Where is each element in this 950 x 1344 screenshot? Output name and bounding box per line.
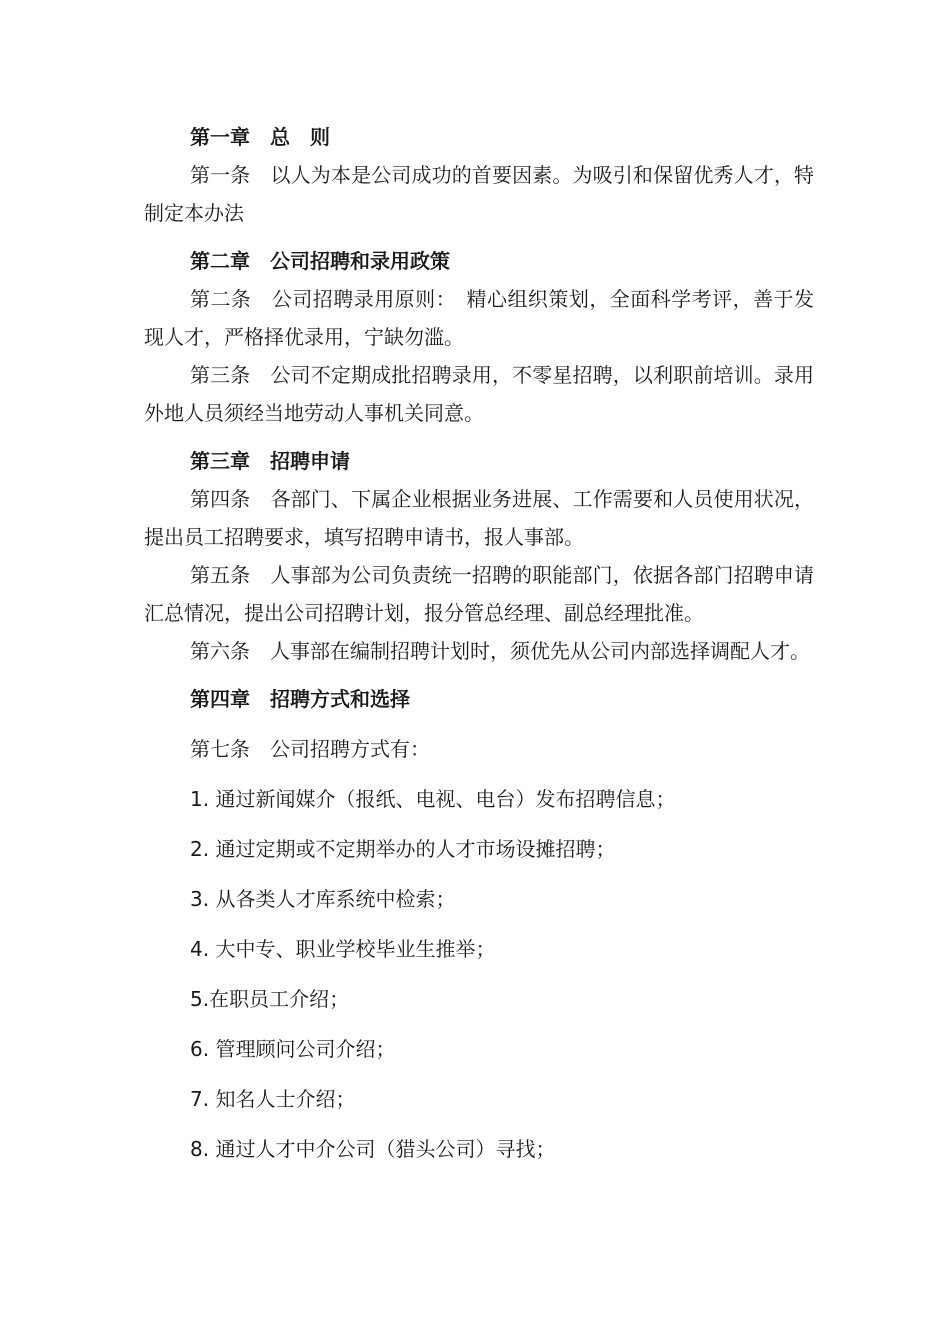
article-7: 第七条 公司招聘方式有： xyxy=(190,737,430,761)
article-5: 第五条 人事部为公司负责统一招聘的职能部门，依据各部门招聘申请汇总情况，提出公司招聘计划，报分管总经理、副总经理批准。 xyxy=(144,563,814,625)
chapter-4-heading: 第四章 招聘方式和选择 xyxy=(190,687,410,711)
list-item-number: 1. xyxy=(190,787,210,811)
list-item-text: 从各类人才库系统中检索； xyxy=(209,887,456,911)
list-item-text: 通过定期或不定期举办的人才市场设摊招聘； xyxy=(209,837,616,861)
chapter-3-heading: 第三章 招聘申请 xyxy=(190,449,350,473)
list-item-number: 6. xyxy=(190,1037,210,1061)
list-item xyxy=(144,1080,814,1118)
list-item xyxy=(144,880,814,918)
list-item-text: 管理顾问公司介绍； xyxy=(209,1037,396,1061)
list-item-number: 7. xyxy=(190,1087,210,1111)
article-2: 第二条 公司招聘录用原则： 精心组织策划，全面科学考评，善于发现人才，严格择优录用，宁缺勿滥。 xyxy=(144,287,814,349)
list-item-text: 通过人才中介公司（猎头公司）寻找； xyxy=(209,1137,556,1161)
chapter-1-heading: 第一章 总 则 xyxy=(190,125,330,149)
document-page xyxy=(144,118,814,1168)
list-item xyxy=(144,780,814,818)
chapter-2-heading: 第二章 公司招聘和录用政策 xyxy=(190,249,450,273)
list-item xyxy=(144,1130,814,1168)
list-item-number: 4. xyxy=(190,937,210,961)
article-6: 第六条 人事部在编制招聘计划时，须优先从公司内部选择调配人才。 xyxy=(190,639,810,663)
list-item-number: 8. xyxy=(190,1137,210,1161)
article-1: 第一条 以人为本是公司成功的首要因素。为吸引和保留优秀人才，特制定本办法 xyxy=(144,163,814,225)
list-item-text: 大中专、职业学校毕业生推举； xyxy=(209,937,496,961)
article-4: 第四条 各部门、下属企业根据业务进展、工作需要和人员使用状况，提出员工招聘要求，填写招聘申请书，报人事部。 xyxy=(144,487,814,549)
list-item-text: 知名人士介绍； xyxy=(209,1087,356,1111)
list-item xyxy=(144,930,814,968)
list-item xyxy=(144,980,814,1018)
list-item-number: 2. xyxy=(190,837,210,861)
article-3: 第三条 公司不定期成批招聘录用，不零星招聘，以利职前培训。录用外地人员须经当地劳动人事机关同意。 xyxy=(144,363,814,425)
list-item xyxy=(144,1030,814,1068)
list-item-number: 5. xyxy=(190,987,210,1011)
list-item xyxy=(144,830,814,868)
list-item-text: 通过新闻媒介（报纸、电视、电台）发布招聘信息； xyxy=(209,787,676,811)
list-item-number: 3. xyxy=(190,887,210,911)
list-item-text: 在职员工介绍； xyxy=(209,987,350,1011)
